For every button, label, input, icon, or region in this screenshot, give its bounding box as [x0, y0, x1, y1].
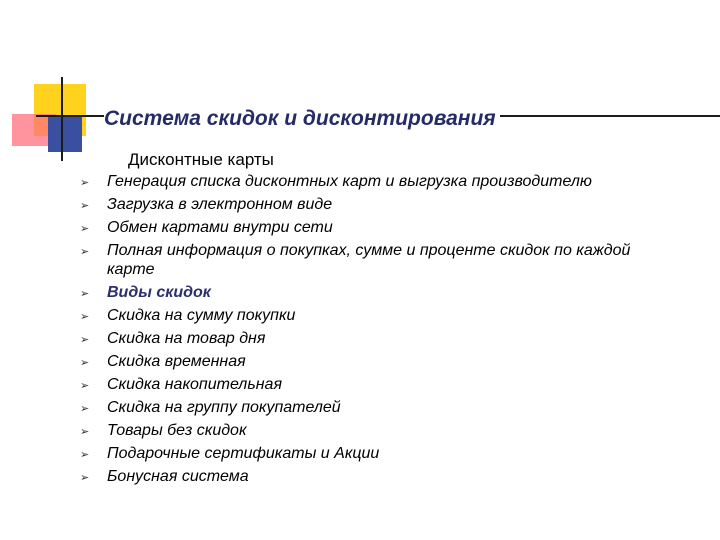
decor-vertical-line [61, 77, 63, 161]
list-item: ➢ Товары без скидок [80, 422, 247, 439]
list-item: ➢ Скидка на сумму покупки [80, 307, 296, 324]
arrow-bullet-icon: ➢ [80, 403, 90, 415]
list-item: ➢ Генерация списка дисконтных карт и выгрузка производителю [80, 173, 592, 190]
arrow-bullet-icon: ➢ [80, 177, 90, 189]
arrow-bullet-icon: ➢ [80, 449, 90, 461]
list-item-subsection: ➢ Виды скидок [80, 284, 211, 301]
list-item: ➢ Скидка временная [80, 353, 246, 370]
list-item: ➢ Скидка накопительная [80, 376, 282, 393]
arrow-bullet-icon: ➢ [80, 288, 90, 300]
decor-blue-square [48, 116, 82, 152]
list-item: ➢ Подарочные сертификаты и Акции [80, 445, 380, 462]
arrow-bullet-icon: ➢ [80, 472, 90, 484]
list-item: ➢ Полная информация о покупках, сумме и проценте скидок по каждой карте [80, 242, 631, 278]
list-item: ➢ Скидка на товар дня [80, 330, 266, 347]
slide-title: Система скидок и дисконтирования [104, 107, 500, 131]
arrow-bullet-icon: ➢ [80, 246, 90, 258]
arrow-bullet-icon: ➢ [80, 311, 90, 323]
arrow-bullet-icon: ➢ [80, 357, 90, 369]
list-item: ➢ Скидка на группу покупателей [80, 399, 341, 416]
list-item: ➢ Бонусная система [80, 468, 249, 485]
arrow-bullet-icon: ➢ [80, 426, 90, 438]
bullet-list [80, 172, 680, 490]
arrow-bullet-icon: ➢ [80, 200, 90, 212]
section-heading: Дисконтные карты [128, 150, 274, 169]
arrow-bullet-icon: ➢ [80, 380, 90, 392]
list-item: ➢ Обмен картами внутри сети [80, 219, 333, 236]
arrow-bullet-icon: ➢ [80, 223, 90, 235]
list-item: ➢ Загрузка в электронном виде [80, 196, 333, 213]
arrow-bullet-icon: ➢ [80, 334, 90, 346]
